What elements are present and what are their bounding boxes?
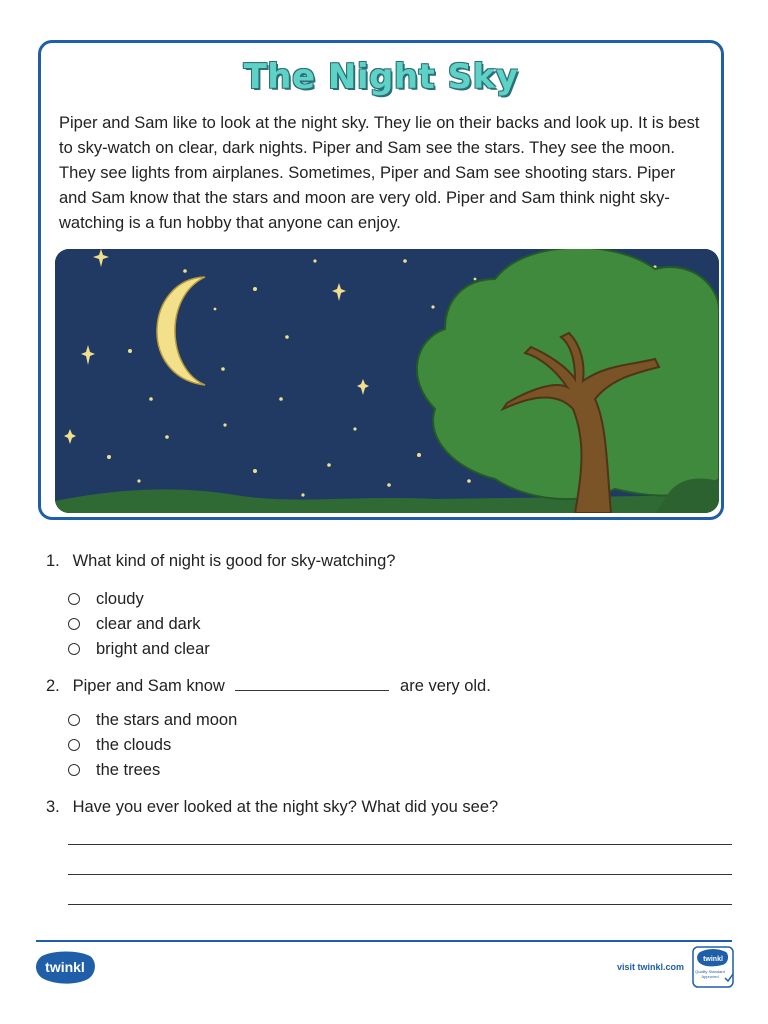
visit-link[interactable]: visit twinkl.com: [616, 962, 684, 972]
question-1-option-3[interactable]: bright and clear: [68, 640, 210, 659]
night-sky-illustration: [55, 249, 719, 513]
question-1: 1. What kind of night is good for sky-watching?: [46, 552, 396, 570]
question-2: 2. Piper and Sam know are very old.: [46, 677, 491, 695]
twinkl-logo: [34, 950, 96, 984]
answer-line[interactable]: [68, 844, 732, 845]
question-1-option-1[interactable]: cloudy: [68, 590, 144, 609]
question-2-option-3[interactable]: the trees: [68, 761, 160, 780]
answer-line[interactable]: [68, 874, 732, 875]
question-3-text: Have you ever looked at the night sky? What did you see?: [72, 798, 499, 816]
question-2-option-2[interactable]: the clouds: [68, 736, 171, 755]
question-1-text: What kind of night is good for sky-watching?: [72, 552, 396, 570]
badge-subtitle: Quality Standard Approved: [695, 969, 725, 979]
footer-divider: [36, 940, 732, 942]
quality-badge: [692, 946, 734, 988]
answer-line[interactable]: [68, 904, 732, 905]
radio-button[interactable]: [68, 714, 80, 726]
radio-button[interactable]: [68, 764, 80, 776]
logo-text: twinkl: [45, 959, 85, 975]
question-2-text-after: are very old.: [400, 677, 491, 695]
radio-button[interactable]: [68, 643, 80, 655]
badge-title: twinkl: [703, 956, 723, 963]
question-2-option-1[interactable]: the stars and moon: [68, 711, 237, 730]
question-1-option-2[interactable]: clear and dark: [68, 615, 201, 634]
answer-blank[interactable]: [235, 676, 389, 691]
question-3: 3. Have you ever looked at the night sky? What did you see?: [46, 798, 499, 816]
story-card: [38, 40, 724, 520]
page-title: The Night Sky: [243, 57, 519, 97]
night-sky-picture: [55, 249, 719, 513]
radio-button[interactable]: [68, 618, 80, 630]
story-text: Piper and Sam like to look at the night sky. They lie on their backs and look up. It is best to sky-watch on clear, dark nights. Piper and Sam see the stars. They see the moon. They see lights from airplanes. Sometimes, Piper and Sam see shooting stars. Piper and Sam know that the stars and moon are very old. Piper and Sam think night sky-watching is a fun hobby that anyone can enjoy.: [59, 114, 700, 232]
question-2-text-before: Piper and Sam know: [72, 677, 225, 695]
radio-button[interactable]: [68, 593, 80, 605]
radio-button[interactable]: [68, 739, 80, 751]
